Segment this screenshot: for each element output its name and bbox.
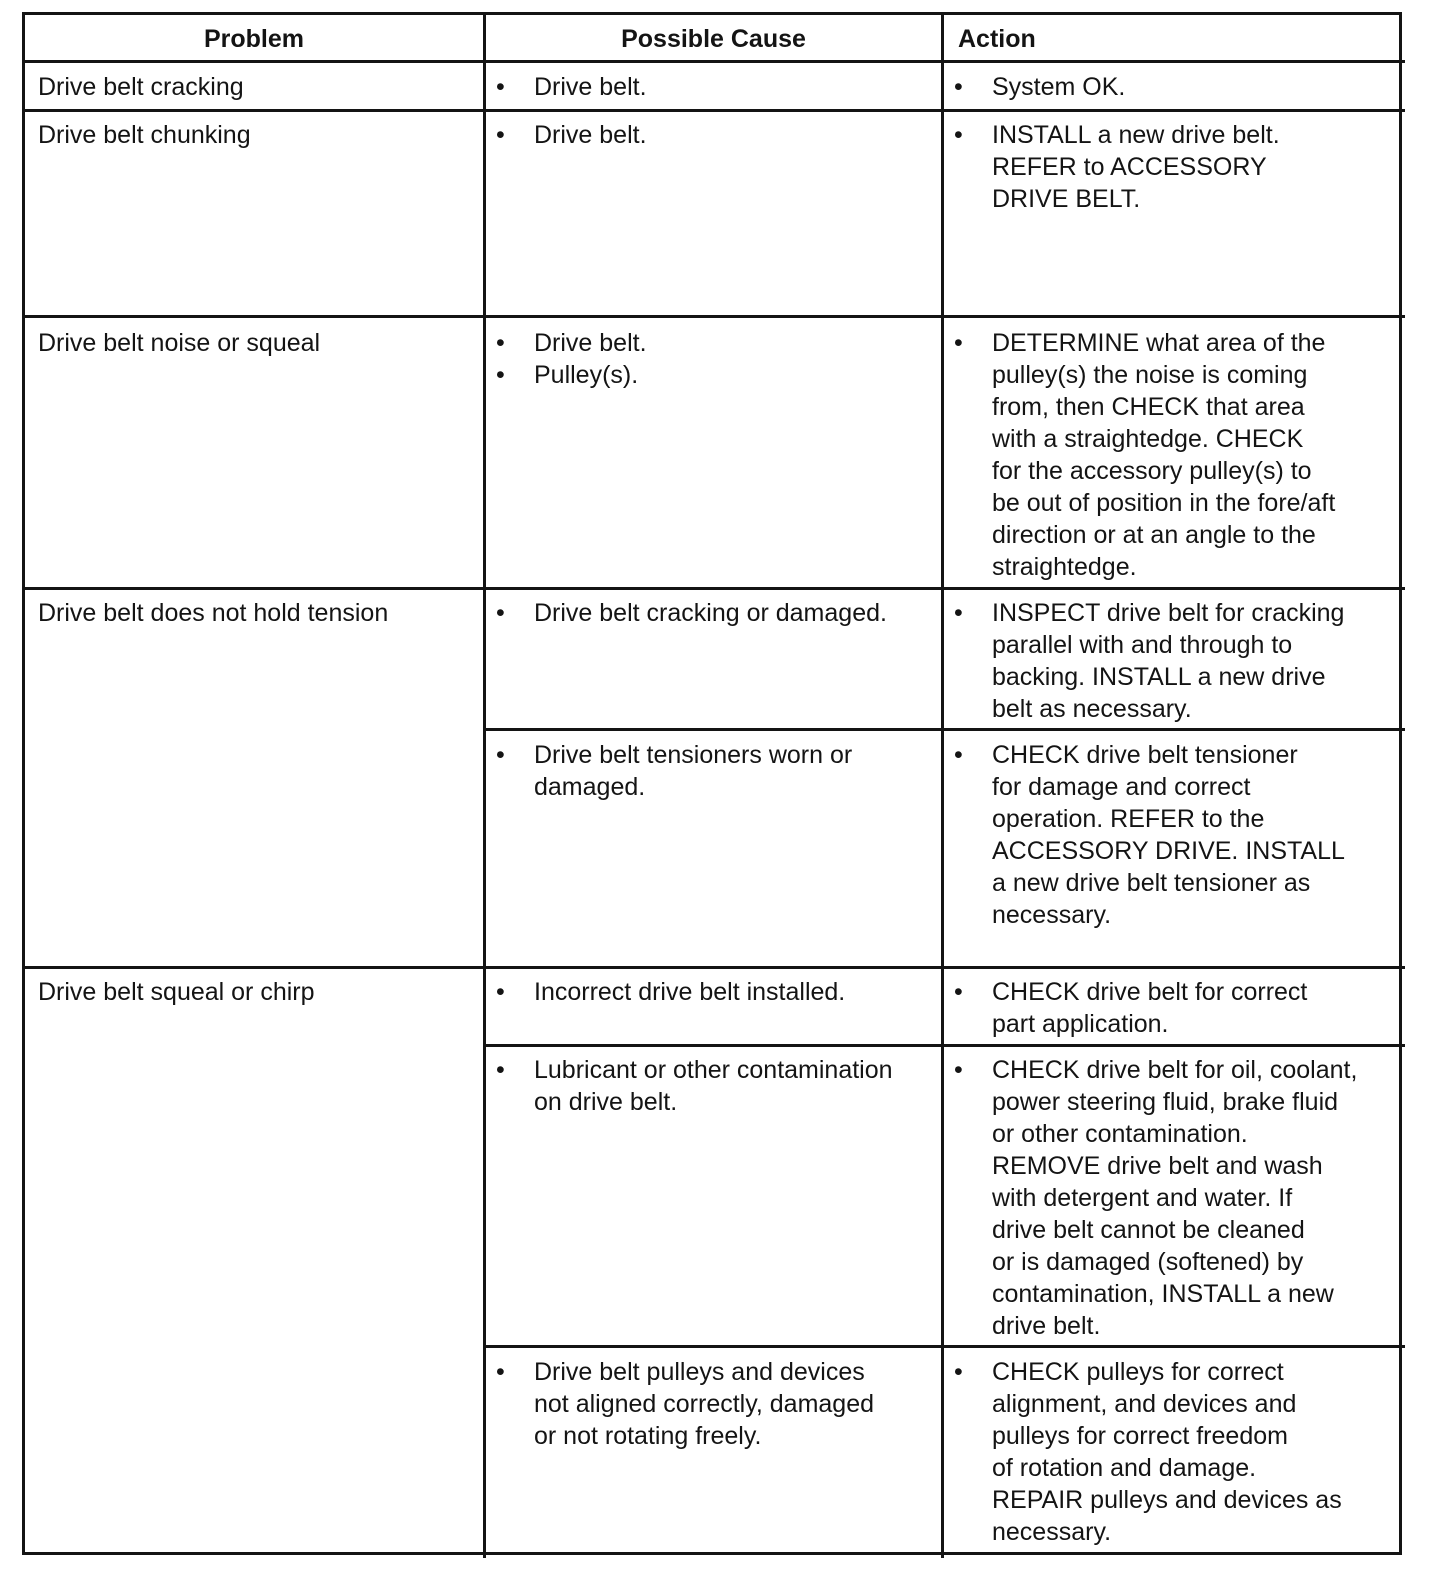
row-divider [25,109,1405,112]
list-item [486,1356,941,1452]
bullet: • [496,329,505,357]
list-item [944,1356,1402,1548]
bullet: • [496,599,505,627]
list-item [944,119,1402,215]
action-cell [944,71,1402,103]
row-divider [25,966,1405,969]
action-cell [944,119,1402,215]
header-problem: Problem [203,25,305,53]
row-divider [25,587,1405,590]
cause-text: Drive belt tensioners worn or damaged. [534,741,853,801]
cause-text: Drive belt. [534,121,647,149]
action-text: System OK. [992,73,1126,101]
action-text: CHECK drive belt for oil, coolant, power steering fluid, brake fluid or other contamination. REMOVE drive belt and wash with detergent and water. If drive belt cannot be cleaned or is damaged (softened) by contamination, INSTALL a new drive belt. [992,1056,1358,1340]
bullet: • [496,1056,505,1084]
list-item [486,359,941,391]
cause-text: Drive belt. [534,329,647,357]
list-item [486,597,941,629]
bullet: • [496,741,505,769]
subrow-divider [483,1345,1405,1348]
list-item [486,327,941,359]
bullet: • [954,329,963,357]
list-item [944,739,1402,931]
problem-cell: Drive belt does not hold tension [38,599,389,627]
problem-cell: Drive belt noise or squeal [38,329,321,357]
bullet: • [954,978,963,1006]
bullet: • [496,1358,505,1386]
action-cell [944,739,1402,931]
cause-cell [486,976,941,1008]
cause-cell [486,739,941,803]
list-item [944,327,1402,583]
subrow-divider [483,1044,1405,1047]
cause-cell [486,1054,941,1118]
action-text: INSPECT drive belt for cracking parallel with and through to backing. INSTALL a new drive belt as necessary. [992,599,1345,723]
cause-text: Drive belt. [534,73,647,101]
cause-text: Lubricant or other contamination on drive belt. [534,1056,893,1116]
list-item [944,1054,1402,1342]
bullet: • [496,121,505,149]
cause-text: Pulley(s). [534,361,639,389]
action-cell [944,1054,1402,1342]
action-text: INSTALL a new drive belt. REFER to ACCESSORY DRIVE BELT. [992,121,1280,213]
bullet: • [954,1358,963,1386]
bullet: • [496,978,505,1006]
action-cell [944,1356,1402,1548]
problem-cell: Drive belt chunking [38,121,251,149]
list-item [486,739,941,803]
cause-text: Incorrect drive belt installed. [534,978,846,1006]
cause-cell [486,327,941,391]
cause-cell [486,71,941,103]
action-text: DETERMINE what area of the pulley(s) the noise is coming from, then CHECK that area with a straightedge. CHECK for the accessory pulley(s) to be out of position in the fore/aft direction or at an angle to the straightedge. [992,329,1336,581]
list-item [486,976,941,1008]
action-cell [944,976,1402,1040]
list-item [486,119,941,151]
bullet: • [954,599,963,627]
cause-text: Drive belt pulleys and devices not aligned correctly, damaged or not rotating freely. [534,1358,875,1450]
cause-cell [486,119,941,151]
header-possible-cause: Possible Cause [621,25,806,53]
bullet: • [954,73,963,101]
cause-text: Drive belt cracking or damaged. [534,599,887,627]
bullet: • [954,1056,963,1084]
header-action: Action [958,25,1036,53]
list-item [486,1054,941,1118]
cause-cell [486,1356,941,1452]
problem-cell: Drive belt cracking [38,73,244,101]
action-text: CHECK drive belt tensioner for damage and correct operation. REFER to the ACCESSORY DRIVE. INSTALL a new drive belt tensioner as necessary. [992,741,1345,929]
list-item [944,597,1402,725]
action-cell [944,327,1402,583]
row-divider [25,60,1405,63]
action-text: CHECK pulleys for correct alignment, and devices and pulleys for correct freedom of rotation and damage. REPAIR pulleys and devices as necessary. [992,1358,1342,1546]
list-item [944,71,1402,103]
bullet: • [496,73,505,101]
bullet: • [954,741,963,769]
bullet: • [954,121,963,149]
problem-cell: Drive belt squeal or chirp [38,978,315,1006]
cause-cell [486,597,941,629]
row-divider [25,315,1405,318]
subrow-divider [483,728,1405,731]
bullet: • [496,361,505,389]
action-cell [944,597,1402,725]
list-item [944,976,1402,1040]
troubleshooting-table [22,12,1402,1555]
list-item [486,71,941,103]
action-text: CHECK drive belt for correct part application. [992,978,1308,1038]
